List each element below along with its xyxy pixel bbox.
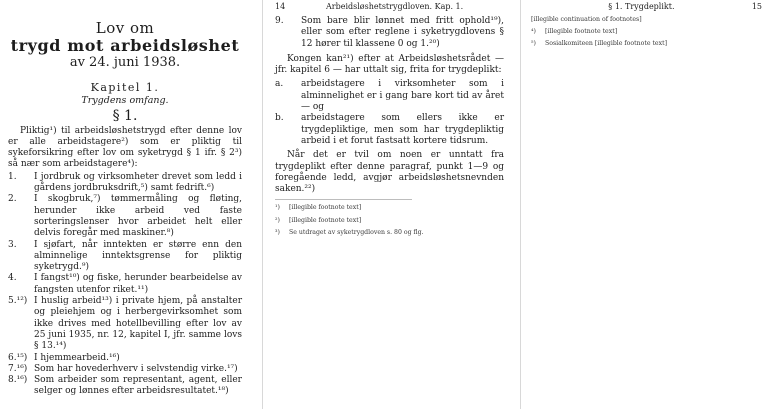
running-title: Arbeidsløshetstrygdloven. Kap. 1.: [326, 2, 464, 11]
list-item: 9. Som bare blir lønnet med fritt ophold¹⁹), eller som efter reglene i syketrygdlovens § 12 hører til klassene 0 og 1.²⁰): [275, 16, 504, 49]
list-item: a. arbeidstagere i virksomheter som i alminnelighet er i gang bare kort tid av året — og: [275, 79, 504, 113]
list-item: b. arbeidstagere som ellers ikke er trygdepliktige, men som har trygdepliktig arbeid i et forut fastsatt kortere tidsrum.: [275, 113, 504, 146]
chapter-heading: Kapitel 1.: [90, 80, 160, 94]
section-heading: § 1.: [112, 107, 138, 124]
footnote: ¹) [illegible footnote text]: [275, 204, 362, 212]
king-paragraph: Kongen kan²¹) efter at Arbeidsløshetsrådet — jfr. kapitel 6 — har uttalt sig, frita for trygdeplikt:: [275, 53, 504, 76]
page-number: 15: [751, 2, 762, 11]
chapter-subtitle: Trygdens omfang.: [81, 94, 169, 106]
footnote-continuation: [illegible continuation of footnotes]: [531, 16, 642, 23]
list-item: 6.¹⁵) I hjemmearbeid.¹⁶): [8, 352, 120, 363]
list-item: 7.¹⁶) Som har hovederhverv i selvstendig virke.¹⁷): [8, 363, 238, 374]
law-date: av 24. juni 1938.: [69, 54, 181, 70]
left-page: [0, 0, 250, 409]
list-item: 3. I sjøfart, når inntekten er større enn den alminnelige inntektsgrense for pliktig syketrygd.⁹): [8, 239, 242, 273]
footnote-separator: [275, 199, 412, 200]
footnote: ⁴) [illegible footnote text]: [531, 28, 618, 36]
running-header: [531, 2, 762, 11]
footnote: ²) [illegible footnote text]: [275, 216, 362, 224]
exemption-list: [8, 172, 242, 398]
footnote: ⁵) Sosialkomiteen [illegible footnote text]: [531, 40, 667, 48]
page-number: 14: [275, 2, 286, 11]
list-item: 5.¹²) I huslig arbeid¹³) i private hjem, på anstalter og pleiehjem og i herbergevirksomhet som ikke drives med hotellbevilling efter lov av 25 juni 1935, nr. 12, kapitel I, jfr. samme lovs § 13.¹⁴): [8, 296, 242, 352]
footnote: ³) Se utdraget av syketrygdloven s. 80 og flg.: [275, 228, 424, 236]
right-page: [520, 0, 768, 409]
law-title-line1: Lov om: [95, 19, 155, 37]
closing-paragraph: Når det er tvil om noen er unntatt fra trygdeplikt efter denne paragraf, punkt 1—9 og foregående ledd, avgjør arbeidsløshetsnevnden saken.²²): [275, 150, 504, 195]
running-header: [275, 2, 504, 11]
law-title-line2: trygd mot arbeidsløshet: [10, 36, 240, 56]
intro-paragraph: Pliktig¹) til arbeidsløshetstrygd efter denne lov er alle arbeidstagere²) som er pliktig til sykeforsikring efter lov om syketrygd § 1 ifr. § 2³) så nær som arbeidstagere⁴):: [8, 125, 242, 170]
middle-page: [262, 0, 510, 409]
list-item: 1. I jordbruk og virksomheter drevet som ledd i gårdens jordbruksdrift,⁵) samt fedrift.⁶): [8, 171, 242, 194]
list-item: 4. I fangst¹⁰) og fiske, herunder bearbeidelse av fangsten utenfor riket.¹¹): [8, 273, 242, 295]
list-item: 2. I skogbruk,⁷) tømmermåling og fløting, herunder ikke arbeid ved faste sorteringslenser hvor arbeidet helt eller delvis foregår med maskiner.⁸): [8, 194, 242, 239]
list-item: 8.¹⁶) Som arbeider som representant, agent, eller selger og lønnes efter arbeidsresultatet.¹⁸): [8, 375, 242, 397]
running-title: § 1. Trygdeplikt.: [608, 2, 675, 11]
